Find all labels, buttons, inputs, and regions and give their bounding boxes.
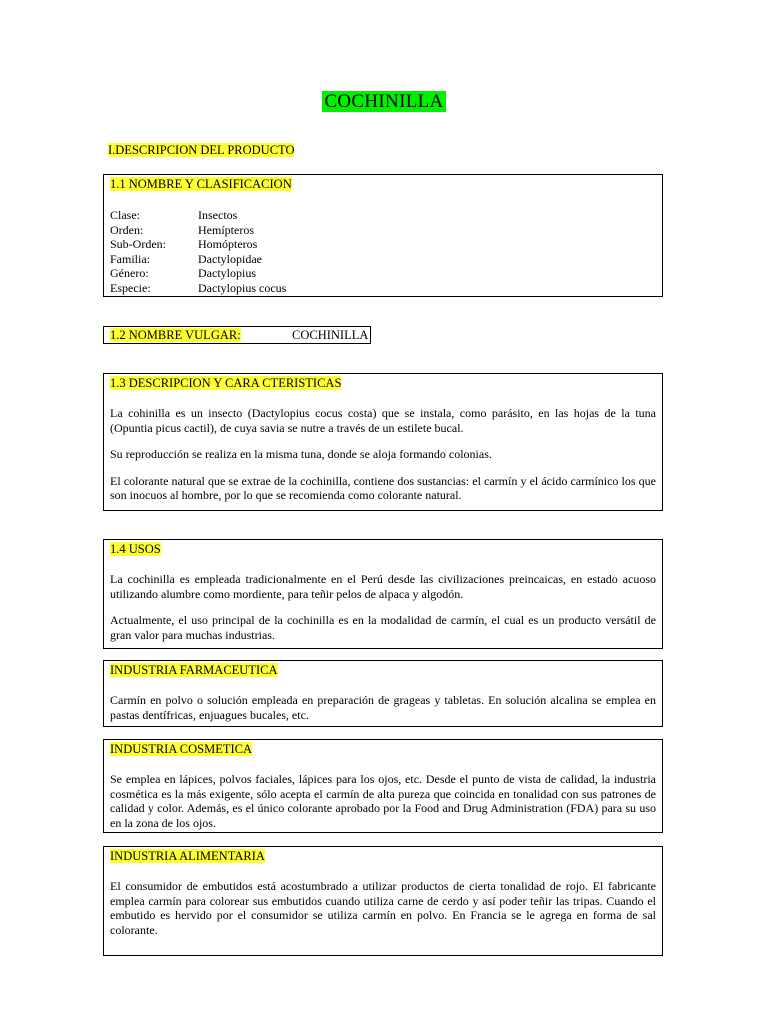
clasificacion-row [110, 208, 286, 223]
descripcion-box [103, 373, 663, 511]
usos-paragraph: Actualmente, el uso principal de la cochinilla es en la modalidad de carmín, el cual es un producto versátil de gran valor para muchas industrias. [110, 613, 656, 642]
cosmetica-paragraph: Se emplea en lápices, polvos faciales, lápices para los ojos, etc. Desde el punto de vista de calidad, la industria cosmética es la más exigente, sólo acepta el carmín de alta pureza que coincida en tonalidad con sus patrones de calidad y color. Además, es el único colorante aprobado por la Food and Drug Administration (FDA) para su uso en la zona de los ojos. [110, 772, 656, 830]
clasificacion-row [110, 223, 286, 238]
descripcion-paragraph: El colorante natural que se extrae de la cochinilla, contiene dos sustancias: el carmín y el ácido carmínico los que son inocuos al hombre, por lo que se recomienda como colorante natural. [110, 473, 656, 502]
descripcion-title-text: 1.3 DESCRIPCION Y CARA CTERISTICAS [110, 376, 342, 390]
clasificacion-table [110, 208, 286, 295]
cosmetica-title-text: INDUSTRIA COSMETICA [110, 742, 253, 756]
alimentaria-paragraph: El consumidor de embutidos está acostumbrado a utilizar productos de cierta tonalidad de rojo. El fabricante emplea carmín para colorear sus embutidos cuando utiliza carne de cerdo y así poder teñir las tripas. Cuando el embutido es hervido por el consumidor se utiliza carmín en polvo. En Francia se le agrega en forma de sal colorante. [110, 879, 656, 937]
document-title [0, 91, 768, 113]
clasificacion-value: Homópteros [198, 237, 258, 251]
usos-box [103, 539, 663, 649]
usos-paragraph: La cochinilla es empleada tradicionalmente en el Perú desde las civilizaciones preincaicas, en estado acuoso utilizando alumbre como mordiente, para teñir pelos de alpaca y algodón. [110, 572, 656, 601]
clasificacion-row [110, 237, 286, 252]
clasificacion-key: Especie: [110, 280, 151, 295]
clasificacion-title [110, 177, 656, 192]
nombre-vulgar-box [103, 326, 371, 344]
nombre-vulgar-label: 1.2 NOMBRE VULGAR: [110, 328, 241, 342]
clasificacion-title-text: 1.1 NOMBRE Y CLASIFICACION [110, 177, 292, 191]
usos-title [110, 542, 656, 557]
descripcion-paragraph: Su reproducción se realiza en la misma tuna, donde se aloja formando colonias. [110, 447, 492, 461]
section-heading [108, 143, 294, 158]
farmaceutica-paragraph: Carmín en polvo o solución empleada en preparación de grageas y tabletas. En solución alcalina se emplea en pastas dentífricas, enjuagues bucales, etc. [110, 693, 656, 722]
nombre-vulgar-value: COCHINILLA [292, 328, 369, 342]
farmaceutica-box [103, 660, 663, 727]
clasificacion-key: Familia: [110, 251, 150, 266]
clasificacion-row [110, 252, 286, 267]
clasificacion-value: Dactylopius [198, 266, 256, 280]
clasificacion-row [110, 266, 286, 281]
clasificacion-key: Orden: [110, 222, 144, 237]
clasificacion-box [103, 174, 663, 297]
alimentaria-box [103, 846, 663, 956]
clasificacion-value: Dactylopidae [198, 251, 262, 266]
clasificacion-key: Sub-Orden: [110, 237, 166, 251]
farmaceutica-title [110, 663, 656, 678]
cosmetica-box [103, 739, 663, 833]
clasificacion-value: Insectos [198, 208, 238, 222]
clasificacion-value: Dactylopius cocus [198, 280, 287, 295]
alimentaria-title-text: INDUSTRIA ALIMENTARIA [110, 849, 265, 863]
descripcion-paragraph: La cohinilla es un insecto (Dactylopius cocus costa) que se instala, como parásito, en las hojas de la tuna (Opuntia picus cactil), de cuya savia se nutre a través de un estilete bucal. [110, 406, 656, 435]
descripcion-title [110, 376, 656, 391]
clasificacion-key: Clase: [110, 208, 140, 222]
alimentaria-title [110, 849, 656, 864]
clasificacion-key: Género: [110, 266, 149, 280]
usos-title-text: 1.4 USOS [110, 542, 161, 556]
farmaceutica-title-text: INDUSTRIA FARMACEUTICA [110, 663, 278, 677]
clasificacion-row [110, 281, 286, 296]
section-heading-text: I.DESCRIPCION DEL PRODUCTO [108, 143, 295, 157]
cosmetica-title [110, 742, 656, 757]
document-title-text: COCHINILLA [324, 91, 444, 112]
clasificacion-value: Hemípteros [198, 222, 254, 237]
